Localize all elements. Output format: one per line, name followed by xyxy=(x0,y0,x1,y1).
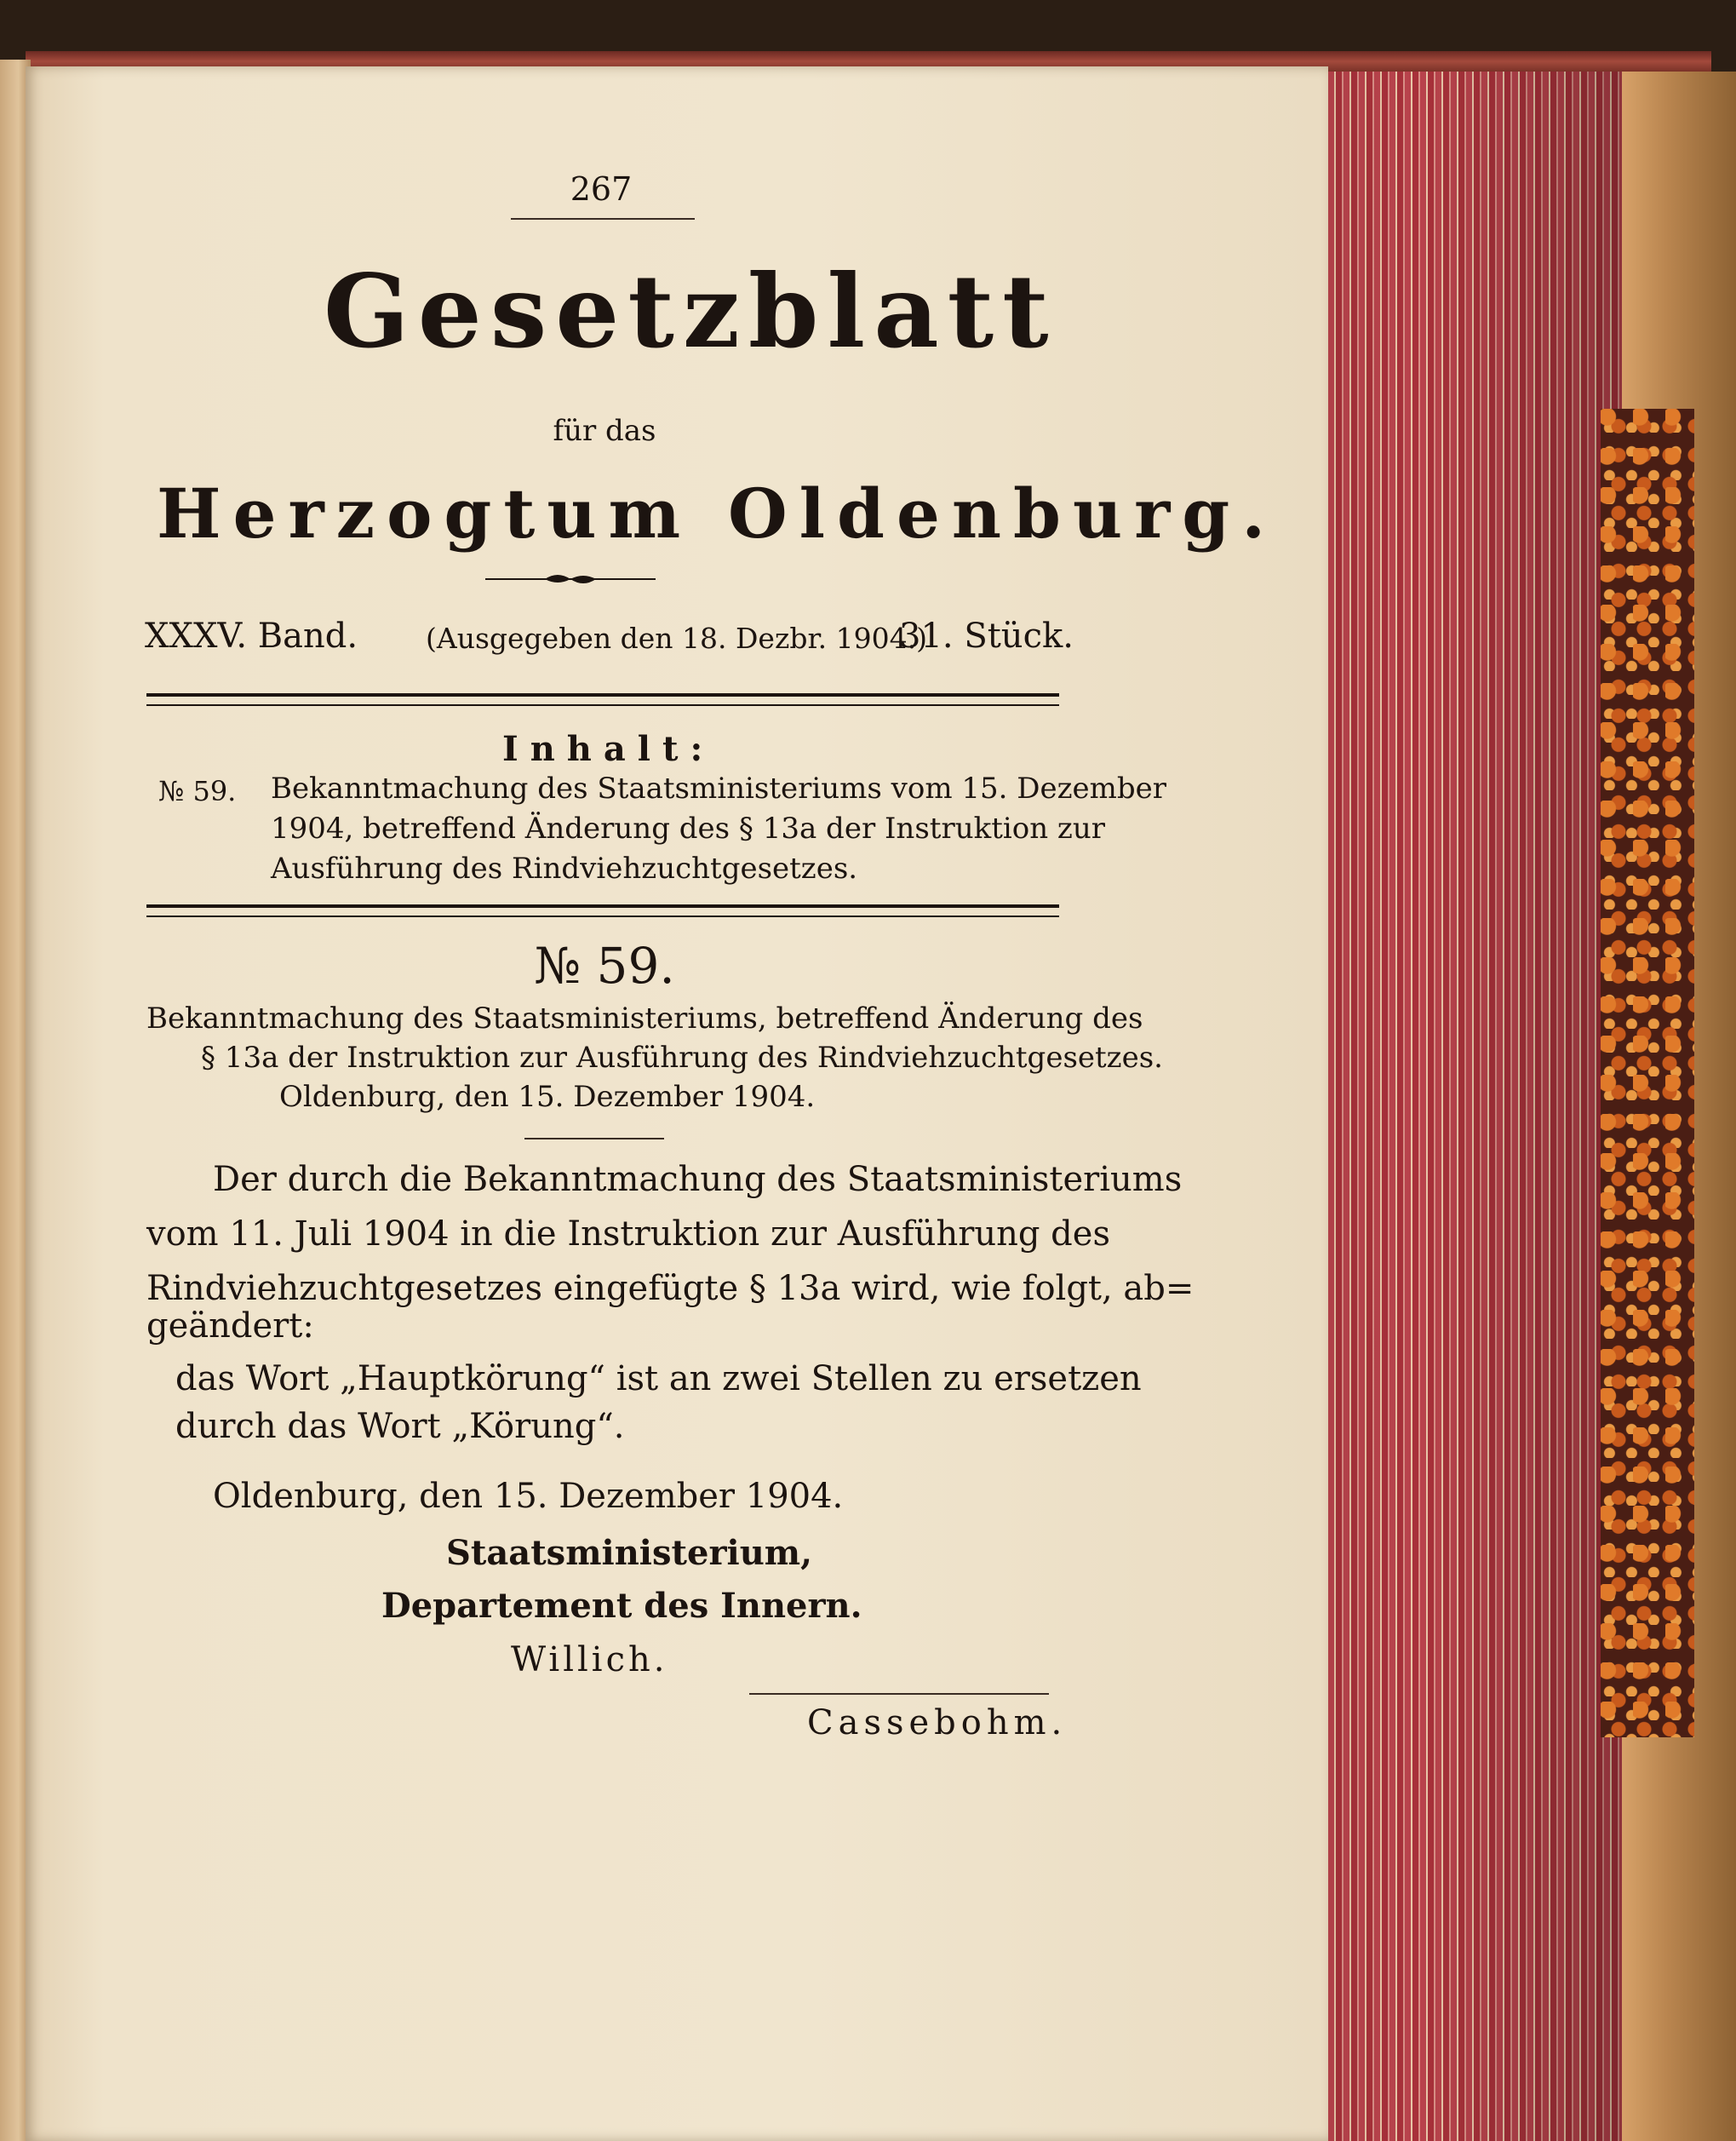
contents-item-number: № 59. xyxy=(158,775,237,807)
contents-line: Bekanntmachung des Staatsministeriums vom 15. Dezember xyxy=(271,772,1167,806)
page-edges-shade xyxy=(1328,72,1635,2141)
issue-volume: XXXV. Band. xyxy=(145,617,358,656)
masthead-subtitle: für das xyxy=(553,414,656,448)
body-line: vom 11. Juli 1904 in die Instruktion zur Ausführung des xyxy=(146,1214,1110,1254)
body-line: durch das Wort „Körung“. xyxy=(175,1407,625,1446)
contents-line: Ausführung des Rindviehzuchtgesetzes. xyxy=(271,852,858,886)
body-line: Rindviehzuchtgesetzes eingefügte § 13a wird, wie folgt, ab= xyxy=(146,1269,1195,1308)
page-number: 267 xyxy=(570,170,633,208)
notice-title-line: § 13a der Instruktion zur Ausführung des Rindviehzuchtgesetzes. xyxy=(201,1041,1163,1075)
issue-date: (Ausgegeben den 18. Dezbr. 1904.) xyxy=(426,622,927,655)
place-date: Oldenburg, den 15. Dezember 1904. xyxy=(213,1477,844,1516)
signature-name: Cassebohm. xyxy=(807,1703,1068,1742)
signature-department: Departement des Innern. xyxy=(381,1586,862,1626)
ornament-divider xyxy=(485,567,656,591)
body-line: das Wort „Hauptkörung“ ist an zwei Stellen zu ersetzen xyxy=(175,1359,1142,1398)
contents-line: 1904, betreffend Änderung des § 13a der Instruktion zur xyxy=(271,812,1105,846)
signature-rule xyxy=(749,1693,1049,1695)
notice-title-line: Bekanntmachung des Staatsministeriums, betreffend Änderung des xyxy=(146,1002,1143,1036)
notice-title-line: Oldenburg, den 15. Dezember 1904. xyxy=(279,1080,816,1114)
signature-ministry: Staatsministerium, xyxy=(446,1533,813,1573)
masthead-territory: Herzogtum Oldenburg. xyxy=(157,474,1278,554)
signature-name: Willich. xyxy=(511,1640,668,1679)
issue-number: 31. Stück. xyxy=(899,617,1074,656)
double-rule-bottom xyxy=(146,904,1059,917)
double-rule-top xyxy=(146,693,1059,706)
page-number-rule xyxy=(511,218,695,220)
marbled-cover-pattern xyxy=(1601,409,1694,1737)
contents-heading: Inhalt: xyxy=(502,729,715,769)
body-line: geändert: xyxy=(146,1306,314,1346)
masthead-title: Gesetzblatt xyxy=(324,252,1057,370)
short-divider-rule xyxy=(524,1138,664,1139)
body-line: Der durch die Bekanntmachung des Staatsministeriums xyxy=(213,1160,1183,1199)
notice-number: № 59. xyxy=(534,937,675,995)
